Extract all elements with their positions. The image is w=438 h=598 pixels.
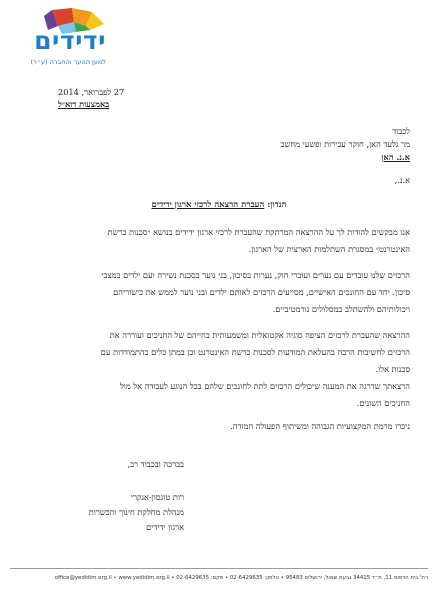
paragraph-line: החניכים השונים. [356, 398, 410, 408]
paragraph-line: הרצאתך שדרגה את המענה שיכולים הרכזים לתת לחונכים שלהם בכל הנוגע לעבודה אל מול [119, 381, 410, 391]
paragraph-line: ניכרו מרמת המקצועיות הגבוהה ומשיתוף הפעולה המורה. [230, 421, 410, 431]
greeting: א.נ., [394, 175, 410, 185]
paragraph-1 [26, 224, 410, 258]
letter-date: 27 לפברואר, 2014 [58, 87, 125, 97]
paragraph-line: ויכולותיהם ולהשתלב במסלולים נורמטיביים. [272, 304, 410, 314]
paragraph-line: האינטרנט״ במסגרת השתלמות הארצית של הארגון. [248, 244, 410, 254]
paragraph-line: הרכזים לחשיבות הרבה בהעלאת המודעות לסכנות ברשת האינטרנט וכן במתן כלים בהתמודדות עם [100, 347, 410, 357]
subject-text: העברת הרצאה לרכזי ארגון ידידים [151, 200, 265, 210]
logo-tagline: למען הנוער והחברה (ע״ר) [30, 58, 106, 66]
paragraph-2 [26, 267, 410, 318]
signer-name: רות טוגסון-אנקרי [130, 492, 184, 502]
logo-wordmark: ידידים [34, 26, 106, 55]
paragraph-line: הרכזים שלנו עובדים עם נערים ועוברי חוק, נערות בסיכון, בני נוער בסכנת נשירה ועם ילדים במצבי [101, 270, 410, 280]
paragraph-line: סיכון. יחד עם החונכים האישיים, מסייעים הרכזים לאותם ילדים ובני נוער לממש את כישוריהם [113, 287, 410, 297]
paragraph-line: ההרצאה שהעברת לרכזים הציפה סוגיה אקטואלית ומשמעותית בחייהם של החניכים ועוררה את [109, 330, 410, 340]
to-label: לכבוד [392, 126, 410, 136]
signer-organization: ארגון ידידים [146, 522, 184, 532]
delivery-method: באמצעות דוא״ל [58, 99, 110, 109]
footer-contact: רח' בית הדפוס 11, ת״ד 34415 גבעת שאול, ירושלים 95483 • טלפון: 02-6429635 • פקס: 02-6429635 • office@yedidim.org.il • www.yedidim.org.il [54, 575, 428, 581]
paragraph-4 [26, 418, 410, 435]
footer-divider [10, 568, 428, 569]
recipient-name: א.נ. האן [381, 152, 410, 162]
paragraph-3 [26, 327, 410, 412]
subject-label: הנדון: [264, 200, 287, 210]
signoff: בברכה ובכבוד רב, [127, 459, 184, 469]
subject-line [0, 199, 438, 210]
organization-logo [14, 8, 106, 70]
recipient-description: מר גלעד האן, חוקר עבירות ופשעי מחשב [280, 139, 410, 149]
paragraph-line: אנו מבקשים להודות לך על ההרצאה המרתקת שהעברת לרכזי ארגון ידידים בנושא ״סכנות ברשת [107, 227, 410, 237]
paragraph-line: סכנות אלו. [375, 364, 410, 374]
signer-title: מנהלת מחלקת חינוך והכשרות [88, 507, 184, 517]
